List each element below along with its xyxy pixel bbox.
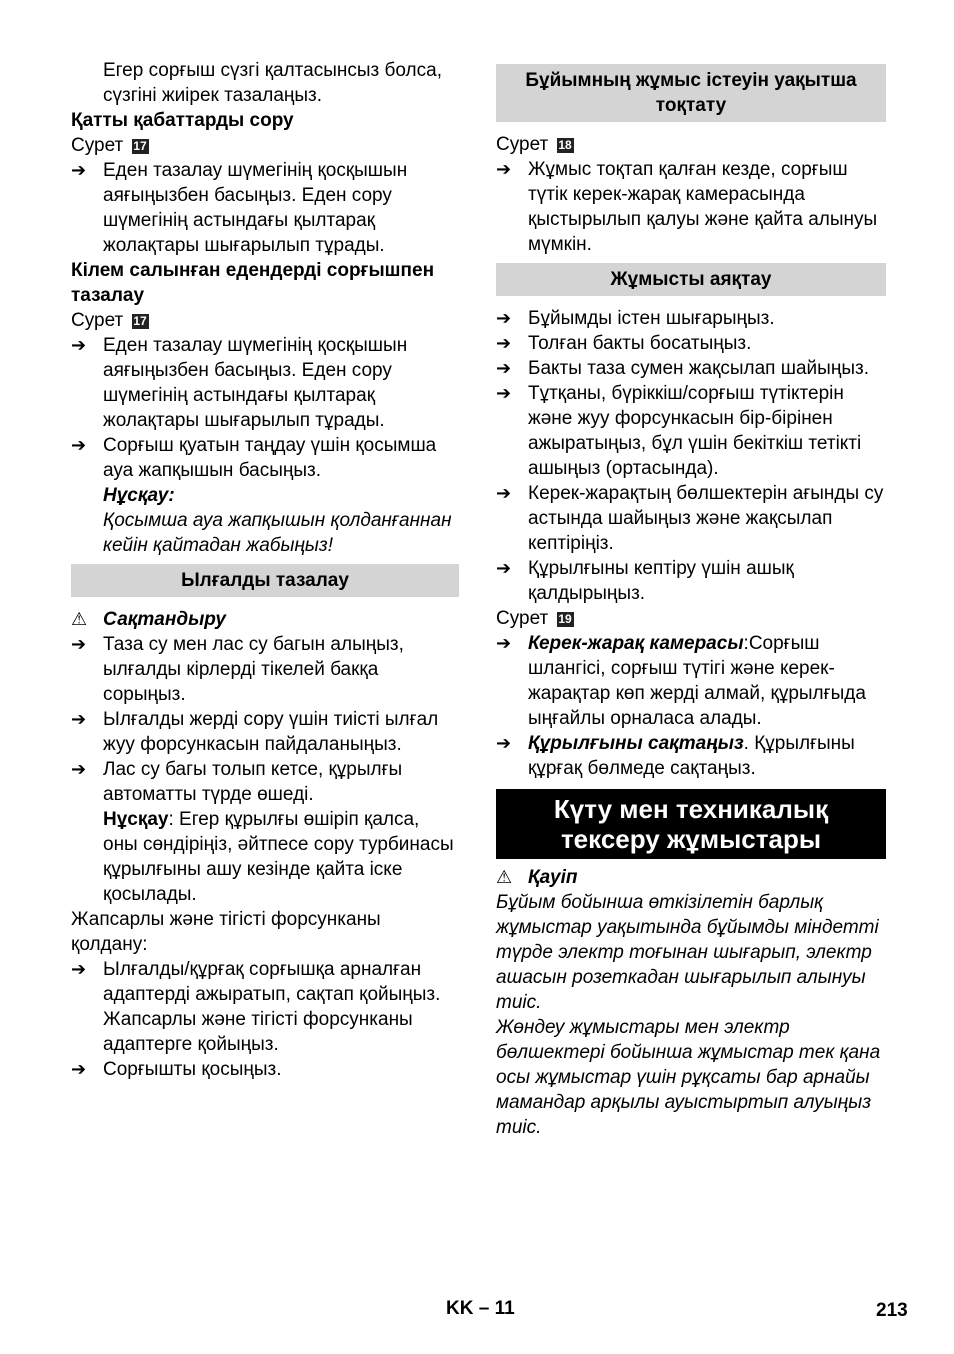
list-item bbox=[496, 381, 886, 481]
section-heading-pause: Бұйымның жұмыс істеуін уақытша тоқтату bbox=[496, 64, 886, 122]
list-item-text: Толған бакты босатыңыз. bbox=[528, 333, 752, 354]
arrow-right-icon: ➔ bbox=[496, 633, 512, 653]
list-item-text: Таза су мен лас су багын алыңыз, ылғалды кірлерді тікелей бакқа сорыңыз. bbox=[103, 634, 404, 705]
arrow-right-icon: ➔ bbox=[71, 1059, 87, 1079]
arrow-right-icon: ➔ bbox=[496, 333, 512, 353]
list-item bbox=[71, 1057, 459, 1082]
figure-number-badge: 19 bbox=[558, 612, 572, 626]
figure-ref-17b bbox=[71, 308, 459, 333]
paragraph-nozzle: Жапсарлы және тігісті форсунканы қолдану: bbox=[71, 909, 381, 955]
arrow-right-icon: ➔ bbox=[71, 435, 87, 455]
arrow-right-icon: ➔ bbox=[496, 733, 512, 753]
list-item-text: Жұмыс тоқтап қалған кезде, сорғыш түтік керек-жарақ камерасында қыстырылып қалуы және қайта алынуы мүмкін. bbox=[528, 159, 878, 255]
danger-paragraph-2: Жөндеу жұмыстары мен электр бөлшектері бойынша жұмыстар тек қана осы жұмыстар үшін рұқсаты бар арнайы мамандар арқылы ауыстыртып алуыңыз тиіс. bbox=[496, 1017, 881, 1138]
arrow-right-icon: ➔ bbox=[496, 308, 512, 328]
list-item-text: Сорғышты қосыңыз. bbox=[103, 1059, 282, 1080]
list-item bbox=[496, 556, 886, 606]
arrow-right-icon: ➔ bbox=[496, 383, 512, 403]
caution-line bbox=[71, 607, 459, 632]
paragraph-filter-note: Егер сорғыш сүзгі қалтасынсыз болса, сүзгіні жиірек тазалаңыз. bbox=[103, 60, 442, 106]
arrow-right-icon: ➔ bbox=[496, 358, 512, 378]
heading-hard-floor: Қатты қабаттарды сору bbox=[71, 110, 294, 131]
caution-label: Сақтандыру bbox=[103, 609, 226, 630]
list-item bbox=[496, 731, 886, 781]
heading-carpet: Кілем салынған едендерді сорғышпен тазалау bbox=[71, 260, 435, 306]
list-item-title: Керек-жарақ камерасы bbox=[528, 633, 744, 654]
list-item-text: Еден тазалау шүмегінің қосқышын аяғыңызбен басыңыз. Еден сору шүмегінің астындағы қылтарақ жолақтары шығарылып тұрады. bbox=[103, 335, 408, 431]
arrow-right-icon: ➔ bbox=[496, 159, 512, 179]
list-item-text: Еден тазалау шүмегінің қосқышын аяғыңызбен басыңыз. Еден сору шүмегінің астындағы қылтарақ жолақтары шығарылып тұрады. bbox=[103, 160, 408, 256]
arrow-right-icon: ➔ bbox=[71, 709, 87, 729]
arrow-right-icon: ➔ bbox=[71, 634, 87, 654]
list-item-text: Керек-жарақтың бөлшектерін ағынды су астында шайыңыз және жақсылап кептіріңіз. bbox=[528, 483, 884, 554]
list-item bbox=[496, 157, 886, 257]
arrow-right-icon: ➔ bbox=[71, 160, 87, 180]
note-2-title: Нұсқау bbox=[103, 809, 169, 830]
list-item-title: Құрылғыны сақтаңыз bbox=[528, 733, 744, 754]
list-item-text: Тұтқаны, бүріккіш/сорғыш түтіктерін және жуу форсункасын бір-бірінен ажыратыңыз, бұл үшін бекіткіш тетікті ашыңыз (ортасында). bbox=[528, 383, 862, 479]
figure-number-badge: 17 bbox=[133, 139, 147, 153]
list-item-text: Лас су багы толып кетсе, құрылғы автоматты түрде өшеді. bbox=[103, 759, 403, 805]
warning-triangle-icon: ⚠ bbox=[71, 609, 88, 629]
list-item-text: Ылғалды жерді сору үшін тиісті ылғал жуу форсункасын пайдаланыңыз. bbox=[103, 709, 439, 755]
figure-label: Сурет bbox=[496, 608, 549, 629]
page-number: 213 bbox=[876, 1300, 908, 1321]
list-item-text: Бұйымды істен шығарыңыз. bbox=[528, 308, 775, 329]
note-2-text: : Егер құрылғы өшіріп қалса, оны сөндіріңіз, әйтпесе сору турбинасы құрылғыны ашу кезінде қайта іске қосылады. bbox=[103, 809, 454, 905]
figure-ref-18 bbox=[496, 132, 886, 157]
arrow-right-icon: ➔ bbox=[71, 759, 87, 779]
arrow-right-icon: ➔ bbox=[496, 558, 512, 578]
list-item-text: Сорғыш қуатын таңдау үшін қосымша ауа жапқышын басыңыз. bbox=[103, 435, 437, 481]
right-column bbox=[496, 58, 886, 1140]
list-item bbox=[496, 356, 886, 381]
footer-section-label: KK – 11 bbox=[446, 1298, 515, 1319]
list-item bbox=[71, 433, 459, 483]
list-item-text: Құрылғыны кептіру үшін ашық қалдырыңыз. bbox=[528, 558, 794, 604]
figure-label: Сурет bbox=[71, 310, 124, 331]
list-item bbox=[71, 632, 459, 707]
figure-ref-19 bbox=[496, 606, 886, 631]
list-item bbox=[71, 957, 459, 1057]
figure-label: Сурет bbox=[496, 134, 549, 155]
danger-label: Қауіп bbox=[528, 867, 578, 888]
figure-label: Сурет bbox=[71, 135, 124, 156]
danger-line bbox=[496, 865, 886, 890]
left-column bbox=[71, 58, 459, 1082]
list-item bbox=[71, 707, 459, 757]
figure-number-badge: 17 bbox=[133, 314, 147, 328]
note-2 bbox=[71, 807, 459, 907]
danger-paragraph-1: Бұйым бойынша өткізілетін барлық жұмыстар уақытында бұйымды міндетті түрде электр тоғынан шығарып, электр ашасын розеткадан шығарылып алынуы тиіс. bbox=[496, 892, 879, 1013]
arrow-right-icon: ➔ bbox=[71, 959, 87, 979]
list-item-text: Ылғалды/құрғақ сорғышқа арналған адаптерді ажыратып, сақтап қойыңыз. Жапсарлы және тігісті форсунканы адаптерге қойыңыз. bbox=[103, 959, 441, 1055]
section-heading-wet-cleaning: Ылғалды тазалау bbox=[71, 564, 459, 597]
list-item bbox=[71, 757, 459, 807]
arrow-right-icon: ➔ bbox=[496, 483, 512, 503]
list-item bbox=[71, 333, 459, 433]
list-item-text: Бакты таза сумен жақсылап шайыңыз. bbox=[528, 358, 869, 379]
chapter-heading-maintenance: Күту мен техникалық тексеру жұмыстары bbox=[496, 789, 886, 859]
section-heading-finish: Жұмысты аяқтау bbox=[496, 263, 886, 296]
list-item-text: . Құрылғыны құрғақ бөлмеде сақтаңыз. bbox=[528, 733, 855, 779]
arrow-right-icon: ➔ bbox=[71, 335, 87, 355]
figure-ref-17 bbox=[71, 133, 459, 158]
list-item bbox=[71, 158, 459, 258]
figure-number-badge: 18 bbox=[558, 138, 572, 152]
list-item bbox=[496, 481, 886, 556]
list-item bbox=[496, 631, 886, 731]
list-item-text: :Сорғыш шлангісі, сорғыш түтігі және керек-жарақтар көп жерді алмай, құрылғыда ыңғайлы орналаса алады. bbox=[528, 633, 866, 729]
note-text: Қосымша ауа жапқышын қолданғаннан кейін қайтадан жабыңыз! bbox=[103, 510, 452, 556]
list-item bbox=[496, 306, 886, 331]
list-item bbox=[496, 331, 886, 356]
warning-triangle-icon: ⚠ bbox=[496, 867, 513, 887]
note-title: Нұсқау: bbox=[103, 485, 175, 506]
